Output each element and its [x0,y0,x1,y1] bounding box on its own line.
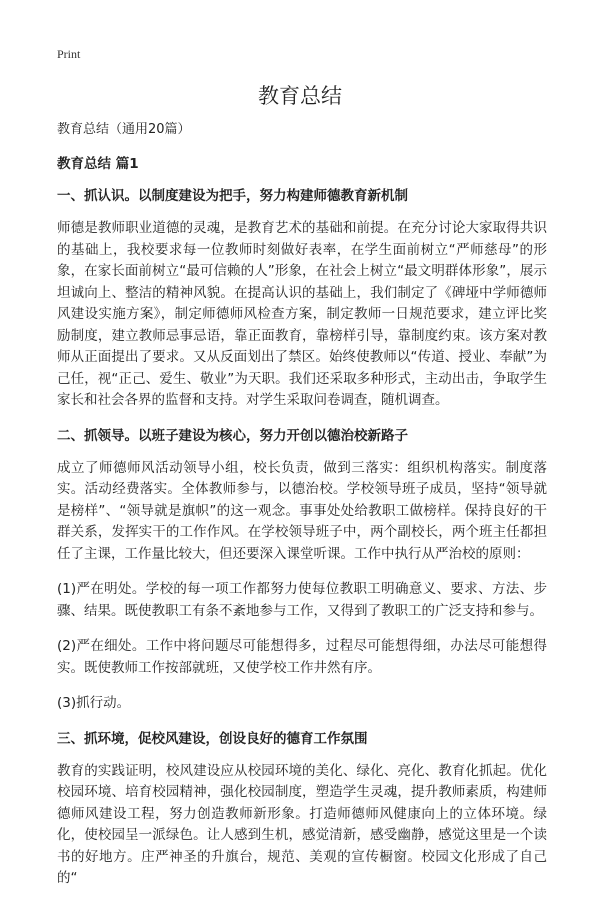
document-subtitle: 教育总结（通用20篇） [57,122,191,137]
document-title: 教育总结 [258,84,342,108]
section-2-paragraph-3: (2)严在细处。工作中将问题尽可能想得多，过程尽可能想得细，办法尽可能想得实。既使教师工作按部就班，又使学校工作井然有序。 [57,638,547,676]
section-1-paragraph-1: 师德是教师职业道德的灵魂，是教育艺术的基础和前提。在充分讨论大家取得共识的基础上，我校要求每一位教师时刻做好表率，在学生面前树立“严师慈母”的形象，在家长面前树立“最可信赖的人”形象，在社会上树立“最文明群体形象”，展示坦诚向上、整洁的精神风貌。在提高认识的基础上，我们制定了《碑垭中学师德师风建设实施方案》，制定师德师风检查方案，制定教师一日规范要求，建立评比奖励制度，建立教师忌事忌语，靠正面教育，靠榜样引导，靠制度约束。该方案对教师从正面提出了要求。又从反面划出了禁区。始终使教师以“传道、授业、奉献”为己任，视“正己、爱生、敬业”为天职。我们还采取多种形式，主动出击，争取学生家长和社会各界的监督和支持。对学生采取问卷调查，随机调查。 [57,220,547,408]
print-link[interactable]: Print [57,47,81,61]
section-heading-3: 三、抓环境，促校风建设，创设良好的德育工作氛围 [57,730,368,747]
section-heading-2: 二、抓领导。以班子建设为核心，努力开创以德治校新路子 [57,427,408,444]
document-content [57,120,547,904]
article-heading: 教育总结 篇1 [57,156,139,172]
section-2-paragraph-2: (1)严在明处。学校的每一项工作都努力使每位教职工明确意义、要求、方法、步骤、结果。既使教职工有条不紊地参与工作，又得到了教职工的广泛支持和参与。 [57,581,547,619]
section-heading-1: 一、抓认识。以制度建设为把手，努力构建师德教育新机制 [57,188,408,204]
section-3-paragraph-1: 教育的实践证明，校风建设应从校园环境的美化、绿化、亮化、教育化抓起。优化校园环境、培育校园精神，强化校园制度，塑造学生灵魂，提升教师素质，构建师德师风建设工程，努力创造教师新形象。打造师德师风健康向上的立体环境。绿化，使校园呈一派绿色。让人感到生机，感觉清新，感受幽静，感觉这里是一个读书的好地方。庄严神圣的升旗台，规范、美观的宣传橱窗。校园文化形成了自己的“ [57,762,547,886]
section-2-paragraph-4: (3)抓行动。 [57,695,131,711]
section-2-paragraph-1: 成立了师德师风活动领导小组，校长负责，做到三落实：组织机构落实。制度落实。活动经费落实。全体教师参与，以德治校。学校领导班子成员，坚持“领导就是榜样”、“领导就是旗帜”的这一观念。事事处处给教职工做榜样。保持良好的干群关系，发挥实干的工作作风。在学校领导班子中，两个副校长，两个班主任都担任了主课，工作量比较大，但还要深入课堂听课。工作中执行从严治校的原则： [57,459,547,562]
